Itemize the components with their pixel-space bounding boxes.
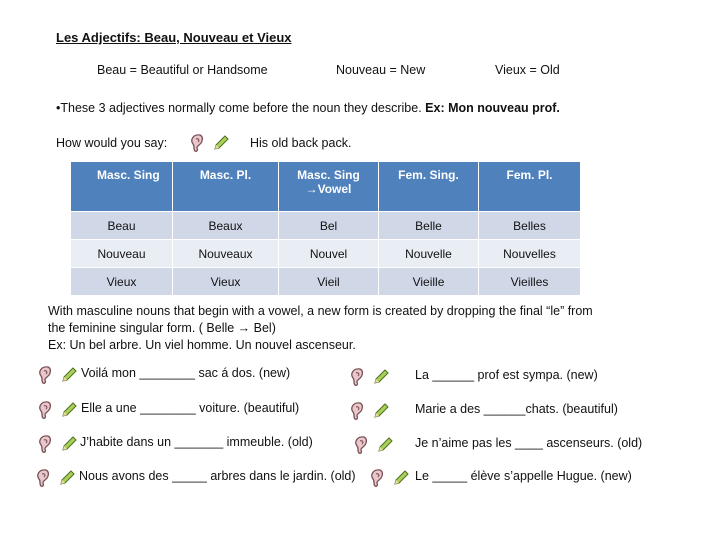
pencil-icon bbox=[212, 134, 230, 152]
bullet-example: Ex: Mon nouveau prof. bbox=[425, 101, 560, 115]
table-header-row bbox=[71, 162, 581, 211]
ear-icon bbox=[36, 400, 54, 420]
ear-icon bbox=[34, 468, 52, 488]
exercise-left-3: J’habite dans un _______ immeuble. (old) bbox=[80, 435, 313, 449]
table-cell: Nouvelles bbox=[479, 239, 581, 267]
header-masc-sing: Masc. Sing bbox=[71, 162, 173, 211]
ear-icon bbox=[348, 401, 366, 421]
table-cell: Vieille bbox=[379, 267, 479, 295]
ear-icon bbox=[188, 133, 206, 153]
table-cell: Bel bbox=[279, 211, 379, 239]
ear-icon bbox=[36, 365, 54, 385]
adjective-table bbox=[71, 162, 581, 295]
exercise-left-2: Elle a une ________ voiture. (beautiful) bbox=[81, 401, 300, 415]
note-line-3: Ex: Un bel arbre. Un viel homme. Un nouvel ascenseur. bbox=[48, 338, 356, 352]
table-cell: Nouveaux bbox=[173, 239, 279, 267]
definition-beau: Beau = Beautiful or Handsome bbox=[97, 63, 268, 77]
exercise-icons bbox=[348, 400, 394, 422]
pencil-icon bbox=[376, 436, 394, 454]
exercise-icons bbox=[36, 364, 82, 386]
table-cell: Nouvel bbox=[279, 239, 379, 267]
pencil-icon bbox=[60, 366, 78, 384]
table-cell: Beaux bbox=[173, 211, 279, 239]
note-line-2: the feminine singular form. ( Belle → Bel) bbox=[48, 321, 276, 335]
exercise-right-4: Le _____ élève s’appelle Hugue. (new) bbox=[415, 469, 632, 483]
pencil-icon bbox=[60, 435, 78, 453]
question-phrase: His old back pack. bbox=[250, 136, 352, 150]
pencil-icon bbox=[392, 469, 410, 487]
header-fem-pl: Fem. Pl. bbox=[479, 162, 581, 211]
definition-nouveau: Nouveau = New bbox=[336, 63, 426, 77]
header-masc-sing-vowel-sub: →Vowel bbox=[305, 182, 352, 196]
table-cell: Vieil bbox=[279, 267, 379, 295]
exercise-icons bbox=[36, 433, 82, 455]
header-masc-pl: Masc. Pl. bbox=[173, 162, 279, 211]
ear-icon bbox=[352, 435, 370, 455]
table-row bbox=[71, 267, 581, 295]
table-cell: Nouveau bbox=[71, 239, 173, 267]
question-icons bbox=[188, 132, 234, 154]
pencil-icon bbox=[372, 402, 390, 420]
exercise-left-4: Nous avons des _____ arbres dans le jardin. (old) bbox=[79, 469, 356, 483]
table-cell: Belle bbox=[379, 211, 479, 239]
ear-icon bbox=[368, 468, 386, 488]
note-line-1: With masculine nouns that begin with a vowel, a new form is created by dropping the final “le” from bbox=[48, 304, 593, 318]
table-cell: Vieux bbox=[71, 267, 173, 295]
table-cell: Belles bbox=[479, 211, 581, 239]
exercise-right-3: Je n’aime pas les ____ ascenseurs. (old) bbox=[415, 436, 643, 450]
exercise-left-1: Voilá mon ________ sac á dos. (new) bbox=[81, 366, 291, 380]
question-prompt: How would you say: bbox=[56, 136, 168, 150]
table-cell: Vieilles bbox=[479, 267, 581, 295]
definition-vieux: Vieux = Old bbox=[495, 63, 560, 77]
ear-icon bbox=[348, 367, 366, 387]
header-masc-sing-vowel bbox=[279, 162, 379, 211]
table-cell: Nouvelle bbox=[379, 239, 479, 267]
header-masc-sing-vowel-main: Masc. Sing bbox=[297, 168, 360, 182]
exercise-icons bbox=[352, 434, 398, 456]
exercise-icons bbox=[34, 467, 80, 489]
pencil-icon bbox=[60, 401, 78, 419]
exercise-right-1: La ______ prof est sympa. (new) bbox=[415, 368, 598, 382]
exercise-icons bbox=[36, 399, 82, 421]
bullet-note bbox=[56, 101, 560, 115]
bullet-text: •These 3 adjectives normally come before the noun they describe. bbox=[56, 101, 426, 115]
table-row bbox=[71, 211, 581, 239]
exercise-right-2: Marie a des ______chats. (beautiful) bbox=[415, 402, 618, 416]
pencil-icon bbox=[58, 469, 76, 487]
exercise-icons bbox=[368, 467, 414, 489]
pencil-icon bbox=[372, 368, 390, 386]
page-title: Les Adjectifs: Beau, Nouveau et Vieux bbox=[56, 30, 292, 45]
header-fem-sing: Fem. Sing. bbox=[379, 162, 479, 211]
table-cell: Vieux bbox=[173, 267, 279, 295]
table-row bbox=[71, 239, 581, 267]
table-cell: Beau bbox=[71, 211, 173, 239]
ear-icon bbox=[36, 434, 54, 454]
exercise-icons bbox=[348, 366, 394, 388]
